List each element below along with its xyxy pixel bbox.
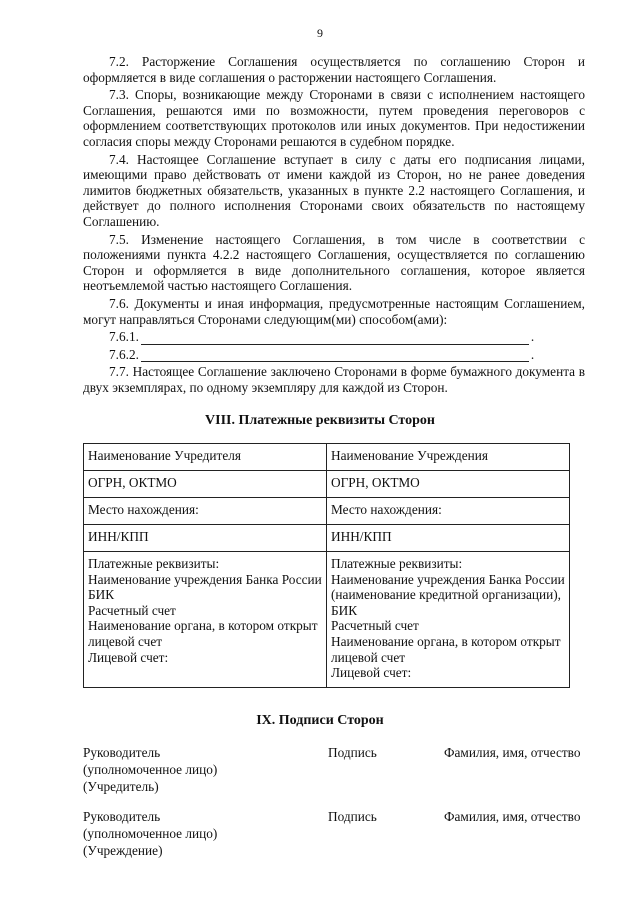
page-number: 9 (317, 26, 323, 40)
signature-role-founder (83, 744, 217, 795)
payment-line: Наименование учреждения Банка России (88, 571, 322, 587)
payment-line: Лицевой счет: (88, 649, 169, 665)
founder-location-cell: Место нахождения: (84, 498, 327, 525)
role-line: (Учреждение) (83, 843, 163, 858)
blank-end: . (530, 329, 535, 345)
paragraph-7-2: 7.2. Расторжение Соглашения осуществляется по соглашению Сторон и оформляется в виде соглашения о расторжении настоящего Соглашения. (83, 54, 585, 85)
table-row (84, 471, 570, 498)
paragraph-7-5: 7.5. Изменение настоящего Соглашения, в том числе в соответствии с положениями пункта 4.2.2 настоящего Соглашения, осуществляется по соглашению Сторон и оформляется в виде дополнительного соглашения, которое является неотъемлемой частью настоящего Соглашения. (83, 231, 585, 294)
requisites-table (83, 443, 570, 688)
payment-line: Платежные реквизиты: (331, 556, 463, 571)
founder-name-cell: Наименование Учредителя (84, 444, 327, 471)
institution-name-cell: Наименование Учреждения (327, 444, 570, 471)
role-line: Руководитель (83, 809, 161, 824)
payment-line: Расчетный счет (331, 618, 419, 634)
role-line: (уполномоченное лицо) (83, 762, 218, 777)
table-row (84, 525, 570, 552)
founder-payment-cell (84, 552, 327, 688)
blank-line-7-6-2 (83, 347, 585, 363)
payment-line: Наименование учреждения Банка России (наименование кредитной организации), (331, 571, 565, 603)
paragraph-7-4: 7.4. Настоящее Соглашение вступает в силу с даты его подписания лицами, имеющими право действовать от имени каждой из Сторон, но не ранее доведения лимитов бюджетных обязательств, указанных в пункте 2.2 настоящего Соглашения, и действует до полного исполнения Сторонами своих обязательств по настоящему Соглашению. (83, 151, 585, 229)
payment-line: БИК (331, 602, 358, 618)
payment-line: Расчетный счет (88, 602, 176, 618)
founder-ogrn-cell: ОГРН, ОКТМО (84, 471, 327, 498)
payment-line: БИК (88, 587, 115, 603)
signature-label: Подпись (328, 809, 377, 824)
blank-end: . (530, 346, 535, 362)
section-8-title: VIII. Платежные реквизиты Сторон (205, 413, 435, 428)
blank-label: 7.6.2. (109, 346, 139, 362)
table-row (84, 498, 570, 525)
founder-inn-cell: ИНН/КПП (84, 525, 327, 552)
paragraph-7-7: 7.7. Настоящее Соглашение заключено Сторонами в форме бумажного документа в двух экземплярах, по одному экземпляру для каждой из Сторон. (83, 364, 585, 395)
document-body (83, 54, 585, 397)
role-line: (Учредитель) (83, 779, 159, 794)
blank-line-7-6-1 (83, 329, 585, 345)
table-row (84, 444, 570, 471)
section-9-title: IX. Подписи Сторон (256, 713, 384, 728)
paragraph-7-6: 7.6. Документы и иная информация, предусмотренные настоящим Соглашением, могут направляться Сторонами следующим(ми) способом(ами): (83, 295, 585, 327)
blank-label: 7.6.1. (109, 329, 139, 345)
institution-payment-cell (327, 552, 570, 688)
institution-ogrn-cell: ОГРН, ОКТМО (327, 471, 570, 498)
fill-in-line (141, 333, 529, 345)
fill-in-line (141, 350, 529, 362)
institution-location-cell: Место нахождения: (327, 498, 570, 525)
payment-line: Платежные реквизиты: (88, 556, 220, 571)
signature-label: Подпись (328, 745, 377, 760)
table-row (84, 552, 570, 688)
signature-role-institution (83, 808, 217, 859)
payment-line: Лицевой счет: (331, 665, 412, 681)
paragraph-7-3: 7.3. Споры, возникающие между Сторонами в связи с исполнением настоящего Соглашения, решаются ими по возможности, путем проведения переговоров с оформлением соответствующих протоколов или иных документов. При недостижении согласия споры между Сторонами решаются в судебном порядке. (83, 87, 585, 149)
institution-inn-cell: ИНН/КПП (327, 525, 570, 552)
fio-label: Фамилия, имя, отчество (444, 809, 581, 824)
payment-line: Наименование органа, в котором открыт лицевой счет (331, 633, 561, 665)
role-line: (уполномоченное лицо) (83, 826, 218, 841)
role-line: Руководитель (83, 745, 161, 760)
fio-label: Фамилия, имя, отчество (444, 745, 581, 760)
payment-line: Наименование органа, в котором открыт лицевой счет (88, 618, 318, 649)
